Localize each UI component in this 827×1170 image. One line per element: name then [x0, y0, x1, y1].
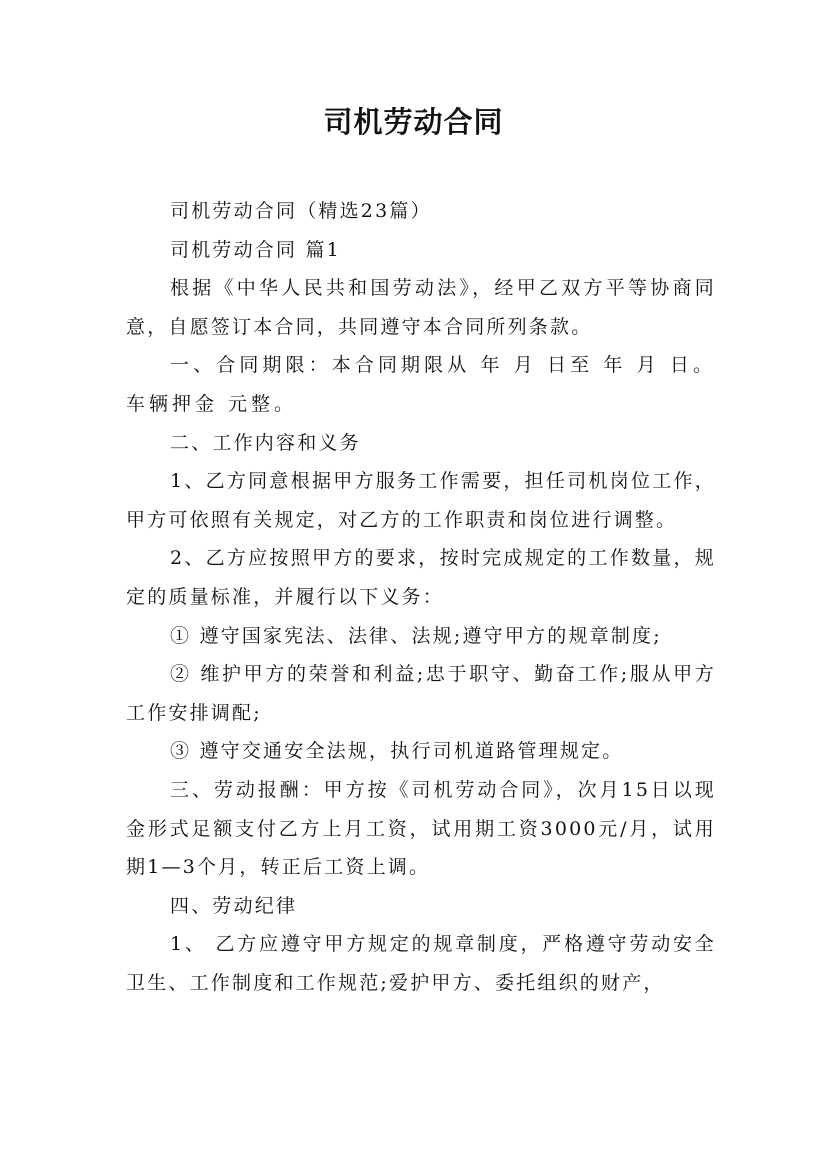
section-heading: 司机劳动合同 篇1	[170, 238, 341, 261]
section-heading-discipline: 四、劳动纪律	[170, 894, 298, 917]
obligation-item-2: ② 维护甲方的荣誉和利益;忠于职守、勤奋工作;服从甲方工作安排调配;	[126, 663, 716, 724]
duty-paragraph-2: 2、乙方应按照甲方的要求，按时完成规定的工作数量，规定的质量标准，并履行以下义务：	[126, 547, 716, 608]
duty-paragraph-1: 1、乙方同意根据甲方服务工作需要，担任司机岗位工作，甲方可依照有关规定，对乙方的工作职责和岗位进行调整。	[126, 470, 716, 531]
obligation-item-1: ① 遵守国家宪法、法律、法规;遵守甲方的规章制度;	[170, 624, 662, 647]
document-title: 司机劳动合同	[323, 105, 504, 139]
section-heading-duties: 二、工作内容和义务	[170, 431, 361, 454]
intro-paragraph: 根据《中华人民共和国劳动法》，经甲乙双方平等协商同意，自愿签订本合同，共同遵守本合同所列条款。	[126, 277, 716, 338]
discipline-paragraph-1: 1、 乙方应遵守甲方规定的规章制度，严格遵守劳动安全卫生、工作制度和工作规范;爱护甲方、委托组织的财产，	[126, 933, 716, 994]
obligation-item-3: ③ 遵守交通安全法规，执行司机道路管理规定。	[170, 740, 624, 763]
subtitle-paragraph: 司机劳动合同（精选23篇）	[170, 200, 432, 222]
remuneration-paragraph: 三、劳动报酬：甲方按《司机劳动合同》，次月15日以现金形式足额支付乙方上月工资，试用期工资3000元/月，试用期1—3个月，转正后工资上调。	[126, 778, 716, 879]
contract-term-paragraph: 一、合同期限：本合同期限从 年 月 日至 年 月 日。车辆押金 元整。	[126, 354, 716, 415]
document-body	[126, 192, 716, 1002]
